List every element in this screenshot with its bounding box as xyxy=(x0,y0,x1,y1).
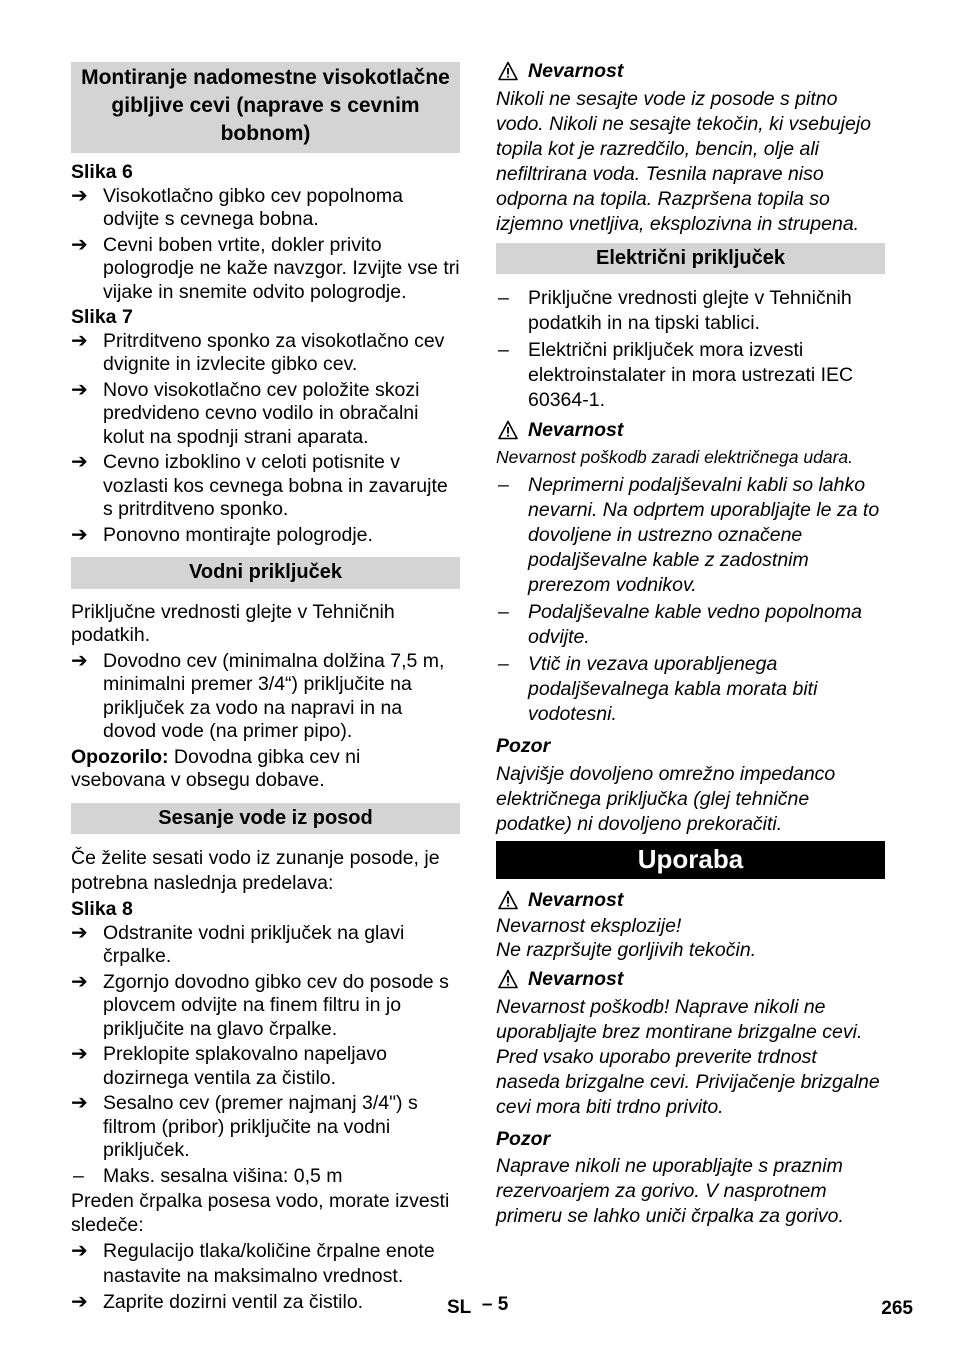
paragraph: Če želite sesati vodo iz zunanje posode, je potrebna naslednja predelava: xyxy=(71,847,440,894)
warning-triangle-icon xyxy=(498,61,518,81)
warning-heading: Nevarnost xyxy=(496,419,885,443)
dash-item: – Priključne vrednosti glejte v Tehničnih podatkih in na tipski tablici. xyxy=(498,287,852,334)
footer-language: SL – 5 xyxy=(447,1294,509,1318)
figure-ref: Slika 6 xyxy=(71,161,133,183)
warning-text: Ne razpršujte gorljivih tekočin. xyxy=(496,938,757,961)
warning-text: Nikoli ne sesajte vode iz posode s pitno vodo. Nikoli ne sesajte tekočin, ki vsebujejo topila kot je razredčilo, bencin, olje ali nefiltrirana voda. Tesnila naprave niso odporna na topila. Razpršena topila so izjemno vnetljiva, eksplozivna in strupena. xyxy=(496,87,872,235)
instruction-item: ➔ Zgornjo dovodno gibko cev do posode s plovcem odvijte na finem filtru in jo priključite na glavo črpalke. xyxy=(71,970,449,1040)
section-title-hose-replacement: Montiranje nadomestne visokotlačne gibljive cevi (naprave s cevnim bobnom) xyxy=(71,62,460,153)
dash-item: – Vtič in vezava uporabljenega podaljševalnega kabla morata biti vodotesni. xyxy=(498,653,818,725)
warning-heading: Nevarnost xyxy=(496,60,885,84)
instruction-item: ➔ Ponovno montirajte pologrodje. xyxy=(71,523,373,546)
arrow-right-icon: ➔ xyxy=(71,649,88,672)
footer-local-page: – 5 xyxy=(481,1294,509,1315)
caution-text: Naprave nikoli ne uporabljajte s praznim rezervoarjem za gorivo. V nasprotnem primeru se lahko uniči črpalka za gorivo. xyxy=(496,1155,844,1227)
warning-text: Nevarnost eksplozije! xyxy=(496,915,682,937)
arrow-right-icon: ➔ xyxy=(71,233,88,256)
instruction-item: ➔ Odstranite vodni priključek na glavi črpalke. xyxy=(71,921,405,967)
dash-item: – Neprimerni podaljševalni kabli so lahko nevarni. Na odprtem uporabljajte le za to dovoljene in ustrezno označene podaljševalne kable z zadostnim prerezom vodnikov. xyxy=(498,474,880,596)
warning-heading: Nevarnost xyxy=(496,889,885,913)
dash-item: – Maks. sesalna višina: 0,5 m xyxy=(73,1164,343,1187)
right-column xyxy=(496,62,885,1231)
page-number: 265 xyxy=(881,1298,913,1319)
arrow-right-icon: ➔ xyxy=(71,921,88,944)
instruction-item: ➔ Dovodno cev (minimalna dolžina 7,5 m, minimalni premer 3/4“) priključite na priključek za vodo na napravi in na dovod vode (na primer pipo). xyxy=(71,649,445,742)
instruction-item: ➔ Visokotlačno gibko cev popolnoma odvijte s cevnega bobna. xyxy=(71,184,403,230)
caution-text: Najvišje dovoljeno omrežno impedanco električnega priključka (glej tehnične podatke) ni dovoljeno prekoračiti. xyxy=(496,762,836,835)
instruction-item: ➔ Pritrditveno sponko za visokotlačno cev dvignite in izvlecite gibko cev. xyxy=(71,329,445,375)
note-text: Dovodna gibka cev ni vsebovana v obsegu dobave. xyxy=(71,745,361,791)
note xyxy=(71,746,460,793)
dash-item: – Električni priključek mora izvesti elektroinstalater in mora ustrezati IEC 60364-1. xyxy=(498,339,854,411)
chapter-title-uporaba: Uporaba xyxy=(496,841,885,879)
caution-heading: Pozor xyxy=(496,1127,551,1150)
arrow-right-icon: ➔ xyxy=(71,970,88,993)
arrow-right-icon: ➔ xyxy=(71,1092,88,1114)
arrow-right-icon: ➔ xyxy=(71,184,88,207)
warning-text: Nevarnost poškodb! Naprave nikoli ne uporabljajte brez montirane brizgalne cevi. Pred vsako uporabo preverite trdnost naseda brizgalne cevi. Privijačenje brizgalne cevi mora biti trdno privito. xyxy=(496,995,880,1118)
warning-triangle-icon xyxy=(498,420,518,440)
arrow-right-icon: ➔ xyxy=(71,1291,88,1313)
instruction-item: ➔ Sesalno cev (premer najmanj 3/4") s filtrom (pribor) priključite na vodni priključek. xyxy=(71,1092,418,1161)
instruction-item: ➔ Preklopite splakovalno napeljavo dozirnega ventila za čistilo. xyxy=(71,1043,388,1089)
arrow-right-icon: ➔ xyxy=(71,378,88,401)
instruction-item: ➔ Novo visokotlačno cev položite skozi predvideno cevno vodilo in obračalni kolut na spodnji strani aparata. xyxy=(71,378,420,448)
paragraph: Preden črpalka posesa vodo, morate izvesti sledeče: xyxy=(71,1190,450,1236)
instruction-item: ➔ Regulacijo tlaka/količine črpalne enote nastavite na maksimalno vrednost. xyxy=(71,1240,435,1287)
warning-heading: Nevarnost xyxy=(496,968,885,992)
arrow-right-icon: ➔ xyxy=(71,451,88,473)
arrow-right-icon: ➔ xyxy=(71,329,88,352)
left-column xyxy=(71,62,460,1317)
section-title-electrical: Električni priključek xyxy=(496,243,885,275)
section-title-water-connection: Vodni priključek xyxy=(71,557,460,589)
warning-triangle-icon xyxy=(498,969,518,989)
instruction-item: ➔ Cevno izboklino v celoti potisnite v vozlasti kos cevnega bobna in zavarujte s pritrditveno sponko. xyxy=(71,451,448,520)
arrow-right-icon: ➔ xyxy=(71,1240,88,1262)
paragraph: Priključne vrednosti glejte v Tehničnih podatkih. xyxy=(71,600,395,646)
arrow-right-icon: ➔ xyxy=(71,1043,88,1065)
note-label: Opozorilo: xyxy=(71,745,169,768)
dash-item: – Podaljševalne kable vedno popolnoma odvijte. xyxy=(498,601,862,648)
figure-ref: Slika 8 xyxy=(71,898,133,920)
warning-subtext: Nevarnost poškodb zaradi električnega udara. xyxy=(496,446,854,467)
caution-heading: Pozor xyxy=(496,735,551,757)
warning-triangle-icon xyxy=(498,890,518,910)
figure-ref: Slika 7 xyxy=(71,306,133,328)
section-title-suction: Sesanje vode iz posod xyxy=(71,803,460,835)
instruction-item: ➔ Cevni boben vrtite, dokler privito pologrodje ne kaže navzgor. Izvijte vse tri vijake in snemite odvito pologrodje. xyxy=(71,233,460,303)
arrow-right-icon: ➔ xyxy=(71,523,88,546)
instruction-item: ➔ Zaprite dozirni ventil za čistilo. xyxy=(71,1291,364,1313)
